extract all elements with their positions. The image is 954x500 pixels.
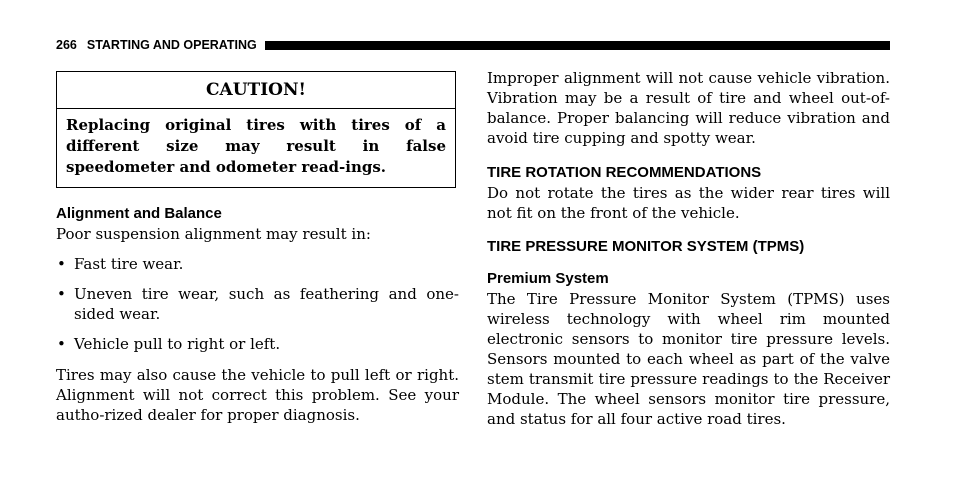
- list-item: • Uneven tire wear, such as feathering and one-sided wear.: [57, 285, 459, 323]
- balance-paragraph: Improper alignment will not cause vehicle vibration. Vibration may be a result of tire and wheel out-of-balance. Proper balancing will reduce vibration and avoid tire cupping and spotty wear.: [487, 69, 890, 147]
- section-title: STARTING AND OPERATING: [86, 38, 257, 52]
- right-column: [487, 68, 890, 429]
- caution-box: [56, 71, 456, 188]
- page-header: [56, 37, 890, 53]
- left-column: [56, 68, 459, 425]
- bullet-icon: •: [57, 255, 66, 273]
- tpms-subheading: Premium System: [487, 270, 609, 287]
- rotation-paragraph: Do not rotate the tires as the wider rear tires will not fit on the front of the vehicle.: [487, 184, 890, 222]
- bullet-icon: •: [57, 335, 66, 353]
- tpms-heading: TIRE PRESSURE MONITOR SYSTEM (TPMS): [487, 238, 805, 255]
- list-item: • Vehicle pull to right or left.: [57, 335, 281, 353]
- bullet-icon: •: [57, 285, 66, 303]
- alignment-bullet-list: [56, 254, 459, 354]
- list-item: • Fast tire wear.: [57, 255, 184, 273]
- header-rule: [265, 41, 890, 50]
- alignment-heading: Alignment and Balance: [56, 205, 222, 222]
- tpms-paragraph: The Tire Pressure Monitor System (TPMS) uses wireless technology with wheel rim mounted electronic sensors to monitor tire pressure levels. Sensors mounted to each wheel as part of the valve stem transmit tire pressure readings to the Receiver Module. The wheel sensors monitor tire pressure, and status for all four active road tires.: [487, 290, 890, 428]
- alignment-closing-paragraph: Tires may also cause the vehicle to pull left or right. Alignment will not correct this problem. See your autho-rized dealer for proper diagnosis.: [56, 366, 459, 424]
- caution-title: CAUTION!: [57, 72, 455, 109]
- alignment-intro: Poor suspension alignment may result in:: [56, 225, 371, 243]
- page-number: 266: [56, 38, 77, 52]
- caution-text: Replacing original tires with tires of a different size may result in false speedometer and odometer read-ings.: [66, 116, 446, 176]
- rotation-heading: TIRE ROTATION RECOMMENDATIONS: [487, 164, 762, 181]
